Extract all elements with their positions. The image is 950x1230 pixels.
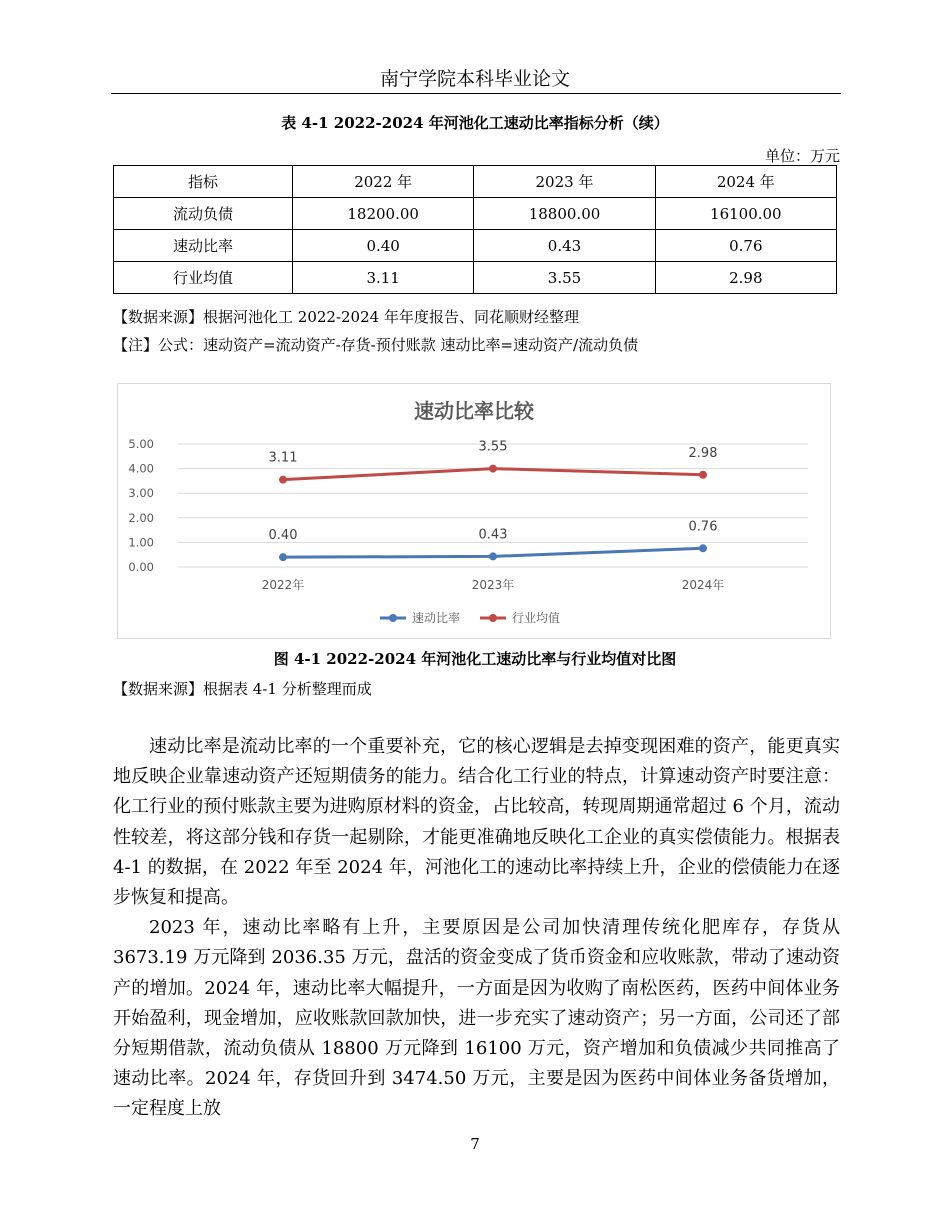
- table-cell: 16100.00: [655, 198, 836, 230]
- table-cell: 行业均值: [114, 262, 293, 294]
- data-point: [489, 552, 497, 560]
- y-tick-label: 0.00: [128, 560, 154, 574]
- y-tick-label: 3.00: [128, 486, 154, 501]
- table-cell: 2.98: [655, 262, 836, 294]
- data-point: [489, 465, 497, 473]
- data-label: 3.55: [478, 439, 508, 455]
- body-paragraph: 2023 年，速动比率略有上升，主要原因是公司加快清理传统化肥库存，存货从 3673.19 万元降到 2036.35 万元，盘活的资金变成了货币资金和应收账款，带动了速动资产的增加。2024 年，速动比率大幅提升，一方面是因为收购了南松医药，医药中间体业务开始盈利，现金增加，应收账款回款加快，进一步充实了速动资产；另一方面，公司还了部分短期借款，流动负债从 18800 万元降到 16100 万元，资产增加和负债减少共同推高了速动比率。2024 年，存货回升到 3474.50 万元，主要是因为医药中间体业务备货增加，一定程度上放: [113, 917, 840, 1120]
- data-label: 0.76: [688, 519, 718, 535]
- x-tick-label: 2023年: [471, 578, 515, 592]
- table-caption: 表 4-1 2022-2024 年河池化工速动比率指标分析（续）: [281, 114, 669, 132]
- header-rule: [111, 93, 841, 94]
- x-tick-label: 2024年: [681, 578, 725, 592]
- table-row: [114, 198, 837, 230]
- table-cell: 0.76: [655, 230, 836, 262]
- y-tick-label: 5.00: [128, 437, 154, 451]
- table-cell: 速动比率: [114, 230, 293, 262]
- y-tick-label: 1.00: [128, 535, 154, 550]
- legend-swatch-marker: [489, 614, 497, 622]
- table-cell: 0.40: [293, 230, 474, 262]
- formula-note: 【注】公式：速动资产=流动资产-存货-预付账款 速动比率=速动资产/流动负债: [113, 336, 639, 354]
- table-cell: 18800.00: [474, 198, 655, 230]
- data-label: 0.40: [268, 528, 298, 544]
- table-header-cell: 2024 年: [655, 166, 836, 198]
- table-row: [114, 230, 837, 262]
- legend-entry: 速动比率: [412, 611, 461, 625]
- figure-source-note: 【数据来源】根据表 4-1 分析整理而成: [113, 680, 372, 698]
- table-source-note: 【数据来源】根据河池化工 2022-2024 年年度报告、同花顺财经整理: [113, 308, 579, 326]
- table-unit: 单位：万元: [764, 147, 840, 165]
- table-header-row: [114, 166, 837, 198]
- data-point: [279, 553, 287, 561]
- table-header-cell: 2022 年: [293, 166, 474, 198]
- figure-caption: 图 4-1 2022-2024 年河池化工速动比率与行业均值对比图: [273, 650, 677, 668]
- chart-title: 速动比率比较: [414, 399, 534, 423]
- x-tick-label: 2022年: [261, 578, 305, 592]
- table-cell: 3.55: [474, 262, 655, 294]
- body-text: [113, 732, 840, 1125]
- table-cell: 流动负债: [114, 198, 293, 230]
- y-tick-label: 4.00: [128, 461, 154, 476]
- data-label: 3.11: [268, 450, 298, 466]
- table-cell: 3.11: [293, 262, 474, 294]
- data-label: 2.98: [688, 445, 718, 461]
- ratio-table: [113, 165, 837, 294]
- y-tick-label: 2.00: [128, 510, 154, 525]
- legend-entry: 行业均值: [512, 611, 561, 625]
- page-number: 7: [470, 1135, 480, 1153]
- legend-swatch-marker: [389, 614, 397, 622]
- chart-frame: [117, 383, 831, 639]
- table-cell: 0.43: [474, 230, 655, 262]
- table-row: [114, 262, 837, 294]
- running-header: 南宁学院本科毕业论文: [379, 68, 570, 90]
- table-cell: 18200.00: [293, 198, 474, 230]
- data-point: [279, 476, 287, 484]
- body-paragraph: 速动比率是流动比率的一个重要补充，它的核心逻辑是去掉变现困难的资产，能更真实地反映企业靠速动资产还短期债务的能力。结合化工行业的特点，计算速动资产时要注意：化工行业的预付账款主要为进购原材料的资金，占比较高，转现周期通常超过 6 个月，流动性较差，将这部分钱和存货一起剔除，才能更准确地反映化工企业的真实偿债能力。根据表 4-1 的数据，在 2022 年至 2024 年，河池化工的速动比率持续上升，企业的偿债能力在逐步恢复和提高。: [113, 736, 840, 909]
- data-label: 0.43: [478, 527, 508, 543]
- table-header-cell: 指标: [114, 166, 293, 198]
- data-point: [699, 544, 707, 552]
- table-header-cell: 2023 年: [474, 166, 655, 198]
- data-point: [699, 471, 707, 479]
- quick-ratio-line-chart: [118, 384, 830, 638]
